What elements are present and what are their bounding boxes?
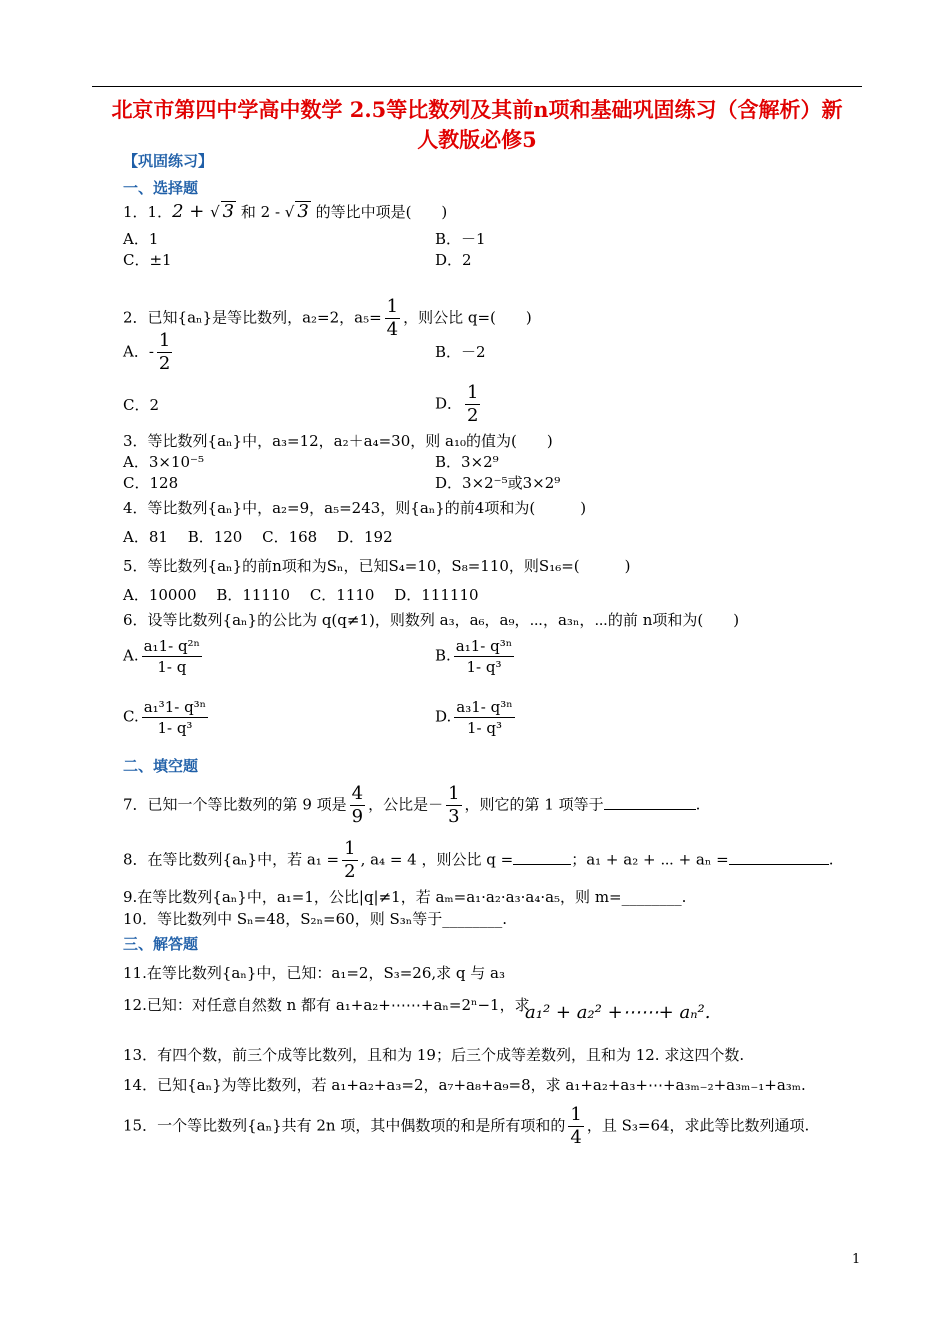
q3-option-d: D．3×2⁻⁵或3×2⁹: [435, 474, 561, 492]
fraction: $\frac{4}{9}$: [351, 783, 364, 827]
question-7: 7．已知一个等比数列的第 9 项是 $\frac{4}{9}$ ，公比是－ $\frac{1}{3}$ ，则它的第 1 项等于 .: [123, 783, 701, 827]
question-5: 5．等比数列{aₙ}的前n项和为Sₙ，已知S₄=10，S₈=110，则S₁₆=( ): [123, 557, 631, 575]
question-11: 11.在等比数列{aₙ}中，已知：a₁=2，S₃=26,求 q 与 a₃: [123, 964, 506, 982]
answer-blank[interactable]: [729, 848, 829, 865]
question-8: 8．在等比数列{aₙ}中，若 a₁ = $\frac{1}{2}$ , a₄ = 4 ，则公比 q = ；a₁ + a₂ + ⋯ + aₙ = .: [123, 838, 834, 882]
question-1: 1．1．2 + √ 3 和 2 - √ 3 的等比中项是( ): [123, 201, 448, 222]
question-15: 15．一个等比数列{aₙ}共有 2n 项，其中偶数项的和是所有项和的 $\frac{1}{4}$ ，且 S₃=64，求此等比数列通项.: [123, 1104, 810, 1148]
q2-option-b: B．－2: [435, 343, 486, 361]
question-13: 13．有四个数，前三个成等比数列，且和为 19；后三个成等差数列，且和为 12. 求这四个数.: [123, 1046, 745, 1064]
question-9: 9.在等比数列{aₙ}中，a₁=1，公比|q|≠1，若 aₘ=a₁·a₂·a₃·a₄·a₅，则 m=________.: [123, 888, 687, 906]
fraction: $\frac{\text{a₁1- q³ⁿ}}{\text{1- q³}}$: [455, 637, 513, 676]
q1-option-d: D．2: [435, 251, 472, 269]
section-answer: 三、解答题: [123, 935, 199, 953]
fraction: $\frac{1}{2}$: [158, 330, 171, 374]
answer-blank[interactable]: [513, 848, 571, 865]
title-line-1: 北京市第四中学高中数学 2.5等比数列及其前n项和基础巩固练习（含解析）新: [111, 97, 843, 122]
fraction: $\frac{1}{3}$: [448, 783, 460, 827]
q6-option-c: C. $\frac{\text{a₁³1- q³ⁿ}}{\text{1- q³}}$: [123, 698, 207, 737]
q6-option-a: A. $\frac{\text{a₁1- q²ⁿ}}{1- q}$: [123, 637, 201, 676]
fraction: $\frac{1}{2}$: [467, 382, 479, 426]
q5-options: A．10000 B．11110 C．1110 D．111110: [123, 586, 479, 604]
q2-option-c: C．2: [123, 396, 160, 414]
page-number: 1: [852, 1252, 861, 1267]
q6-option-d: D. $\frac{\text{a₃1- q³ⁿ}}{\text{1- q³}}$: [435, 698, 513, 737]
fraction: $\frac{\text{a₃1- q³ⁿ}}{\text{1- q³}}$: [456, 698, 513, 737]
q2-option-a: A．- $\frac{1}{2}$: [123, 330, 171, 374]
q6-option-b: B. $\frac{\text{a₁1- q³ⁿ}}{\text{1- q³}}$: [435, 637, 513, 676]
fraction: $\frac{\text{a₁1- q²ⁿ}}{1- q}$: [143, 637, 201, 676]
question-12: 12.已知：对任意自然数 n 都有 a₁+a₂+⋯⋯+aₙ=2ⁿ−1，求: [123, 996, 530, 1014]
q3-option-a: A．3×10⁻⁵: [123, 453, 204, 471]
section-multiple-choice: 一、选择题: [123, 179, 199, 197]
q1-option-c: C．±1: [123, 251, 172, 269]
section-consolidation: 【巩固练习】: [123, 152, 214, 170]
fraction: $\frac{1}{4}$: [386, 296, 399, 340]
top-rule: [92, 86, 862, 87]
question-10: 10．等比数列中 Sₙ=48，S₂ₙ=60，则 S₃ₙ等于________.: [123, 910, 508, 928]
q2-option-d: D． $\frac{1}{2}$: [435, 382, 479, 426]
document-title: [92, 95, 862, 155]
question-4: 4．等比数列{aₙ}中，a₂=9，a₅=243，则{aₙ}的前4项和为( ): [123, 499, 587, 517]
q3-option-c: C．128: [123, 474, 179, 492]
title-line-2: 人教版必修5: [417, 127, 537, 152]
question-6: 6．设等比数列{aₙ}的公比为 q(q≠1)，则数列 a₃，a₆，a₉，⋯，a₃ₙ，⋯的前 n项和为( ): [123, 611, 740, 629]
fraction: $\frac{1}{4}$: [570, 1104, 582, 1148]
question-2: 2．已知{aₙ}是等比数列，a₂=2，a₅= $\frac{1}{4}$ ，则公比 q=( ): [123, 296, 532, 340]
q4-options: A．81 B．120 C．168 D．192: [123, 528, 393, 546]
q1-option-b: B．－1: [435, 230, 486, 248]
q12-expression: a₁² + a₂² +⋯⋯+ aₙ².: [525, 1002, 711, 1023]
fraction: $\frac{1}{2}$: [344, 838, 356, 882]
question-3: 3．等比数列{aₙ}中，a₃=12，a₂＋a₄=30，则 a₁₀的值为( ): [123, 432, 553, 450]
q1-option-a: A．1: [123, 230, 159, 248]
fraction: $\frac{\text{a₁³1- q³ⁿ}}{\text{1- q³}}$: [143, 698, 207, 737]
q3-option-b: B．3×2⁹: [435, 453, 499, 471]
section-fill-in: 二、填空题: [123, 757, 199, 775]
question-14: 14．已知{aₙ}为等比数列，若 a₁+a₂+a₃=2，a₇+a₈+a₉=8，求 a₁+a₂+a₃+⋯+a₃ₘ₋₂+a₃ₘ₋₁+a₃ₘ.: [123, 1076, 806, 1094]
answer-blank[interactable]: [604, 793, 696, 810]
